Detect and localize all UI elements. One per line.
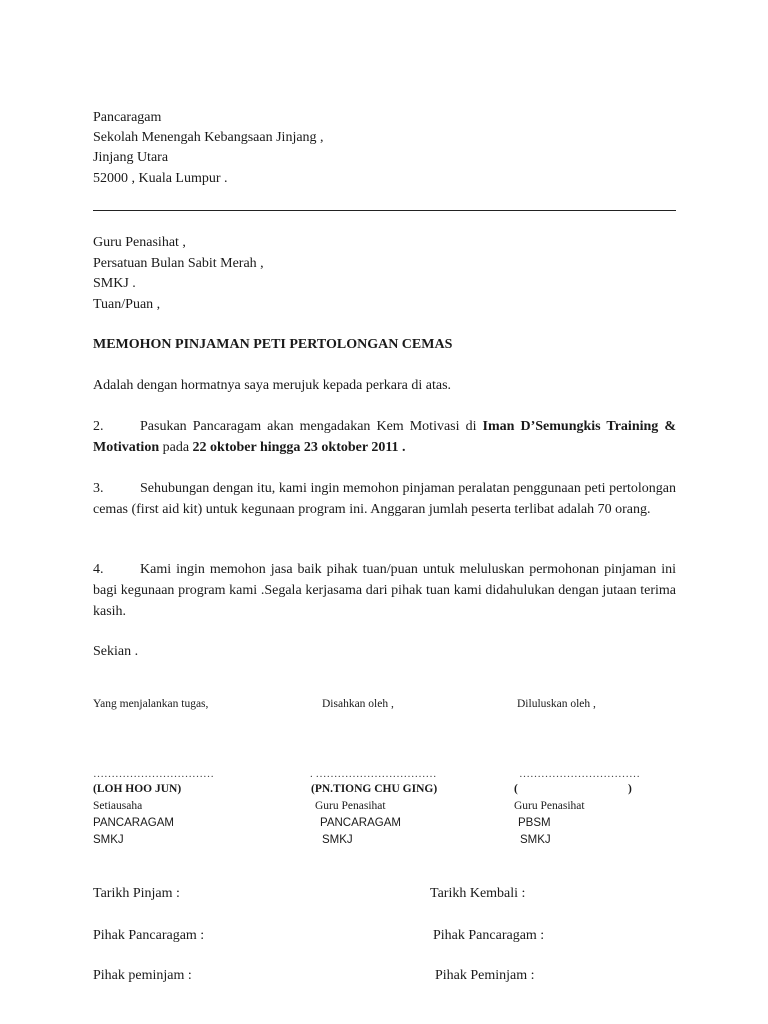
signature-2-unit: PANCARAGAM	[320, 817, 401, 829]
paragraph-2-text-a: Pasukan Pancaragam akan mengadakan Kem Motivasi di	[140, 419, 483, 434]
signature-2-role: Guru Penasihat	[315, 800, 386, 812]
signature-2-school: SMKJ	[322, 834, 353, 846]
paragraph-4-number: 4.	[93, 562, 104, 577]
signature-1-line: ……………………………	[93, 768, 214, 780]
paragraph-2-venue: Iman D’Semungkis Training & Motivation	[93, 419, 677, 455]
sender-line-1: Pancaragam	[93, 110, 162, 125]
pihak-peminjam-left-label: Pihak peminjam :	[93, 968, 192, 983]
signature-3-school: SMKJ	[520, 834, 551, 846]
pihak-pancaragam-right-label: Pihak Pancaragam :	[433, 928, 545, 943]
signature-3-role: Guru Penasihat	[514, 800, 585, 812]
tarikh-pinjam-label: Tarikh Pinjam :	[93, 886, 180, 901]
signature-1-name: (LOH HOO JUN)	[93, 783, 182, 795]
recipient-line-2: Persatuan Bulan Sabit Merah ,	[93, 256, 264, 271]
paragraph-2-date: 22 oktober hingga 23 oktober 2011 .	[192, 440, 406, 455]
recipient-line-4: Tuan/Puan ,	[93, 297, 161, 312]
paragraph-3-number: 3.	[93, 481, 104, 496]
paragraph-3	[93, 478, 676, 520]
opening-paragraph: Adalah dengan hormatnya saya merujuk kepada perkara di atas.	[93, 378, 452, 393]
subject-heading: MEMOHON PINJAMAN PETI PERTOLONGAN CEMAS	[93, 337, 453, 352]
paragraph-3-text: Sehubungan dengan itu, kami ingin memohon pinjaman peralatan penggunaan peti pertolongan cemas (first aid kit) untuk kegunaan program ini. Anggaran jumlah peserta terlibat adalah 70 orang.	[93, 481, 676, 517]
paragraph-2-number: 2.	[93, 419, 104, 434]
paragraph-2	[93, 416, 676, 458]
signature-3-line: ……………………………	[519, 768, 640, 780]
signature-2-name: (PN.TIONG CHU GING)	[311, 783, 438, 795]
signature-1-heading: Yang menjalankan tugas,	[93, 698, 209, 710]
signature-3-name-open: (	[514, 783, 518, 795]
paragraph-2-text-b: pada	[159, 440, 193, 455]
sender-line-3: Jinjang Utara	[93, 150, 169, 165]
pihak-peminjam-right-label: Pihak Peminjam :	[435, 968, 535, 983]
tarikh-kembali-label: Tarikh Kembali :	[430, 886, 526, 901]
paragraph-4	[93, 559, 676, 622]
sender-line-4: 52000 , Kuala Lumpur .	[93, 171, 228, 186]
signature-1-unit: PANCARAGAM	[93, 817, 174, 829]
paragraph-4-text: Kami ingin memohon jasa baik pihak tuan/puan untuk meluluskan permohonan pinjaman ini bagi kegunaan program kami .Segala kerjasama dari pihak tuan kami didahulukan dengan jutaan terima kasih.	[93, 562, 676, 619]
sender-line-2: Sekolah Menengah Kebangsaan Jinjang ,	[93, 130, 324, 145]
signature-1-school: SMKJ	[93, 834, 124, 846]
recipient-line-3: SMKJ .	[93, 276, 136, 291]
signature-3-heading: Diluluskan oleh ,	[517, 698, 596, 710]
recipient-line-1: Guru Penasihat ,	[93, 235, 186, 250]
signature-2-heading: Disahkan oleh ,	[322, 698, 394, 710]
signature-3-name-close: )	[628, 783, 632, 795]
pihak-pancaragam-left-label: Pihak Pancaragam :	[93, 928, 205, 943]
signature-1-role: Setiausaha	[93, 800, 143, 812]
header-divider	[93, 210, 676, 211]
signature-2-line: . ……………………………	[310, 768, 437, 780]
closing-text: Sekian .	[93, 644, 139, 659]
signature-3-unit: PBSM	[518, 817, 551, 829]
